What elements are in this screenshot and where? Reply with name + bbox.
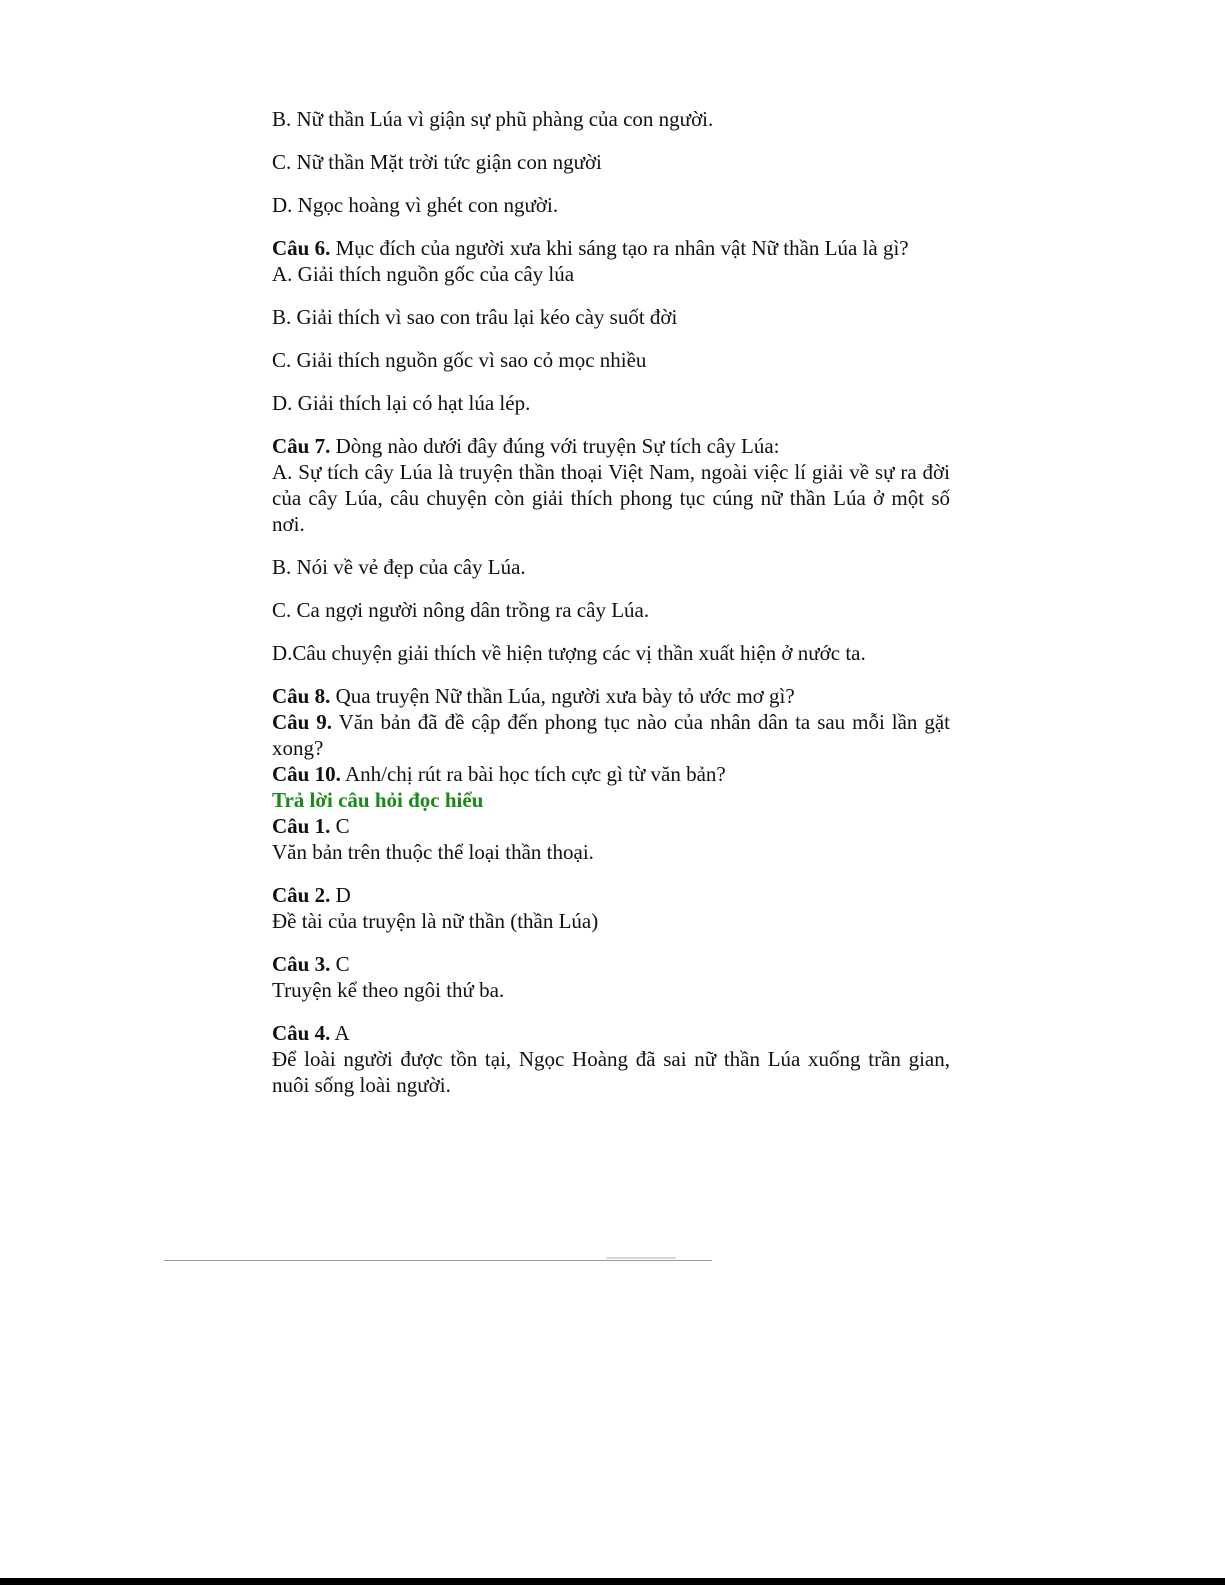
question-7-label: Câu 7.	[272, 434, 331, 458]
question-8	[272, 683, 950, 709]
document-page	[272, 106, 950, 1098]
q5-option-c: C. Nữ thần Mặt trời tức giận con người	[272, 150, 602, 174]
answers-heading: Trả lời câu hỏi đọc hiểu	[272, 788, 484, 812]
question-6-text: Mục đích của người xưa khi sáng tạo ra nhân vật Nữ thần Lúa là gì?	[330, 236, 909, 260]
answer-3	[272, 951, 950, 977]
answer-4	[272, 1020, 950, 1046]
question-7-text: Dòng nào dưới đây đúng với truyện Sự tích cây Lúa:	[330, 434, 780, 458]
question-10	[272, 761, 950, 787]
answer-2	[272, 882, 950, 908]
answer-4-choice: A	[330, 1021, 350, 1045]
footer-divider-faint	[606, 1257, 676, 1259]
q6-option-c: C. Giải thích nguồn gốc vì sao cỏ mọc nhiều	[272, 348, 647, 372]
q7-option-a: A. Sự tích cây Lúa là truyện thần thoại Việt Nam, ngoài việc lí giải về sự ra đời của cây Lúa, câu chuyện còn giải thích phong tục cúng nữ thần Lúa ở một số nơi.	[272, 460, 950, 536]
answer-1-label: Câu 1.	[272, 814, 331, 838]
answer-2-label: Câu 2.	[272, 883, 331, 907]
q5-option-b: B. Nữ thần Lúa vì giận sự phũ phàng của con người.	[272, 107, 714, 131]
question-10-text: Anh/chị rút ra bài học tích cực gì từ văn bản?	[340, 762, 726, 786]
q7-option-b: B. Nói về vẻ đẹp của cây Lúa.	[272, 555, 526, 579]
page-bottom-border	[0, 1578, 1225, 1585]
question-8-label: Câu 8.	[272, 684, 331, 708]
answer-1-choice: C	[330, 814, 350, 838]
answer-1-explanation: Văn bản trên thuộc thể loại thần thoại.	[272, 840, 594, 864]
question-10-label: Câu 10.	[272, 762, 341, 786]
answer-2-explanation: Đề tài của truyện là nữ thần (thần Lúa)	[272, 909, 599, 933]
answer-4-explanation: Để loài người được tồn tại, Ngọc Hoàng đã sai nữ thần Lúa xuống trần gian, nuôi sống loài người.	[272, 1047, 950, 1097]
answer-1	[272, 813, 950, 839]
answer-3-choice: C	[330, 952, 350, 976]
answer-2-choice: D	[330, 883, 351, 907]
q7-option-d: D.Câu chuyện giải thích về hiện tượng các vị thần xuất hiện ở nước ta.	[272, 641, 866, 665]
question-9-text: Văn bản đã đề cập đến phong tục nào của nhân dân ta sau mỗi lần gặt xong?	[272, 710, 950, 760]
question-6-label: Câu 6.	[272, 236, 331, 260]
answer-3-explanation: Truyện kể theo ngôi thứ ba.	[272, 978, 505, 1002]
q7-option-c: C. Ca ngợi người nông dân trồng ra cây Lúa.	[272, 598, 650, 622]
q6-option-d: D. Giải thích lại có hạt lúa lép.	[272, 391, 531, 415]
question-9-label: Câu 9.	[272, 710, 333, 734]
answer-4-label: Câu 4.	[272, 1021, 331, 1045]
footer-divider	[164, 1260, 712, 1261]
question-8-text: Qua truyện Nữ thần Lúa, người xưa bày tỏ ước mơ gì?	[330, 684, 795, 708]
q5-option-d: D. Ngọc hoàng vì ghét con người.	[272, 193, 559, 217]
q6-option-a: A. Giải thích nguồn gốc của cây lúa	[272, 262, 575, 286]
q6-option-b: B. Giải thích vì sao con trâu lại kéo cày suốt đời	[272, 305, 678, 329]
question-6	[272, 235, 950, 261]
question-9	[272, 709, 950, 761]
answer-3-label: Câu 3.	[272, 952, 331, 976]
question-7	[272, 433, 950, 459]
